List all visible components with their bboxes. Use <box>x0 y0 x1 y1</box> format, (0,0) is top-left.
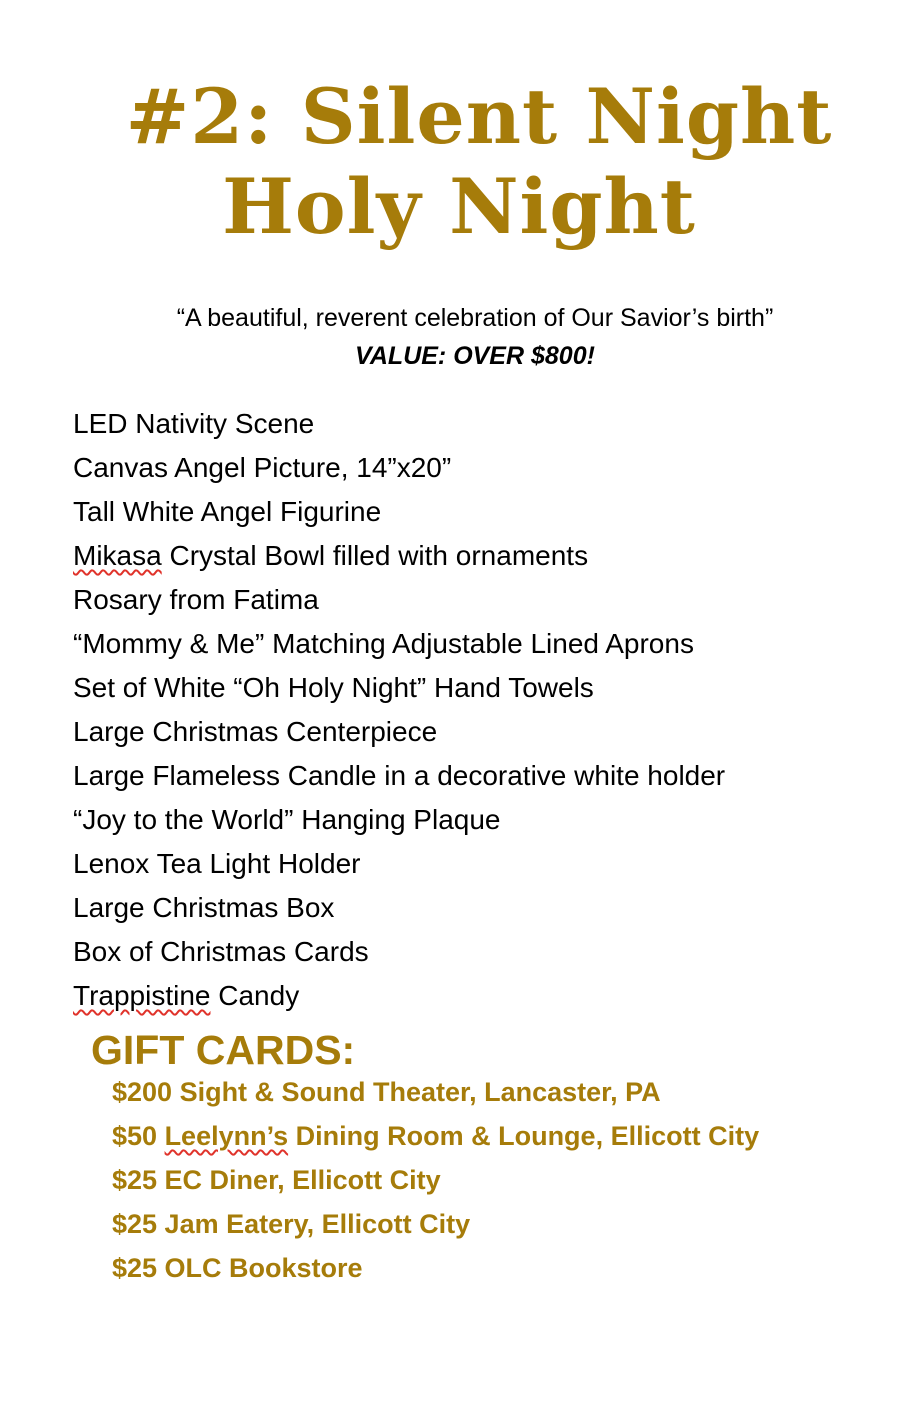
list-item: Rosary from Fatima <box>73 584 319 615</box>
gift-card-item: $25 EC Diner, Ellicott City <box>112 1165 441 1195</box>
tagline: “A beautiful, reverent celebration of Our Savior’s birth” <box>176 304 774 332</box>
spellcheck-flagged-word[interactable]: Mikasa <box>73 540 162 571</box>
list-item: Large Flameless Candle in a decorative white holder <box>73 760 726 791</box>
list-item: Canvas Angel Picture, 14”x20” <box>73 452 452 483</box>
value-label: VALUE: OVER $800! <box>355 342 595 370</box>
list-item: Lenox Tea Light Holder <box>73 848 361 879</box>
list-item <box>73 534 725 578</box>
list-item-text: Crystal Bowl filled with ornaments <box>161 540 589 571</box>
list-item-text: Candy <box>210 980 300 1011</box>
list-item: Large Christmas Centerpiece <box>73 716 438 747</box>
list-item: Box of Christmas Cards <box>73 936 369 967</box>
gift-card-list <box>112 1070 759 1290</box>
gift-card-item: $200 Sight & Sound Theater, Lancaster, PA <box>112 1077 661 1107</box>
title-line-1: #2: Silent Night <box>125 72 833 161</box>
title-line-2: Holy Night <box>222 162 696 251</box>
gift-card-item: $25 OLC Bookstore <box>112 1253 363 1283</box>
spellcheck-flagged-word[interactable]: Leelynn’s <box>164 1121 289 1151</box>
gift-card-amount: $50 <box>112 1121 165 1151</box>
gift-cards-heading: GIFT CARDS: <box>91 1027 356 1073</box>
gift-card-text: Dining Room & Lounge, Ellicott City <box>288 1121 760 1151</box>
list-item: Set of White “Oh Holy Night” Hand Towels <box>73 672 594 703</box>
list-item: “Joy to the World” Hanging Plaque <box>73 804 501 835</box>
list-item: Tall White Angel Figurine <box>73 496 382 527</box>
list-item: LED Nativity Scene <box>73 408 315 439</box>
list-item <box>73 974 725 1018</box>
gift-card-item <box>112 1114 759 1158</box>
list-item: Large Christmas Box <box>73 892 335 923</box>
item-list <box>73 402 725 1018</box>
spellcheck-flagged-word[interactable]: Trappistine <box>73 980 211 1011</box>
list-item: “Mommy & Me” Matching Adjustable Lined Aprons <box>73 628 694 659</box>
gift-card-item: $25 Jam Eatery, Ellicott City <box>112 1209 471 1239</box>
